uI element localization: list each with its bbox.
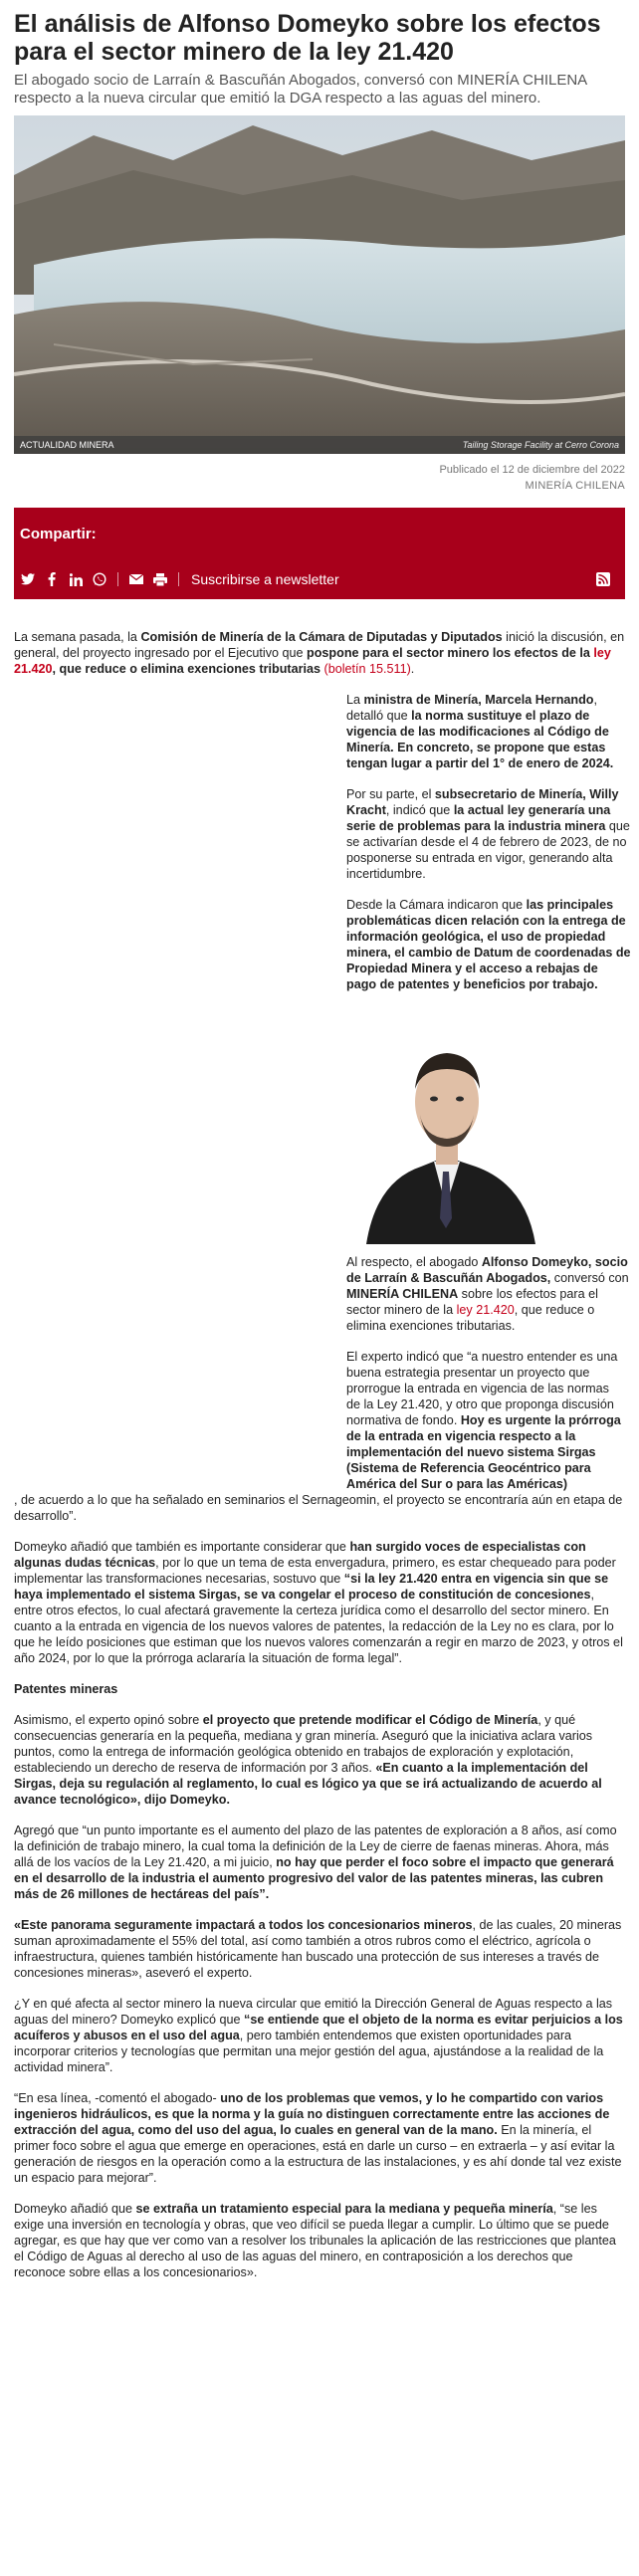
facebook-icon[interactable]	[44, 571, 60, 587]
rss-icon[interactable]	[595, 571, 611, 587]
share-title: Compartir:	[20, 526, 97, 542]
paragraph-camara: Desde la Cámara indicaron que las principales problemáticas dicen relación con la entrega de información geológica, el uso de propiedad minera, el cambio de Datum de coordenadas de Propiedad Minera y el acceso a rebajas de pago de patentes y beneficios por trabajo.	[346, 898, 631, 991]
linkedin-icon[interactable]	[68, 571, 84, 587]
share-row	[20, 569, 619, 589]
share-divider	[117, 572, 118, 586]
article-source: MINERÍA CHILENA	[525, 480, 625, 492]
image-category-label: ACTUALIDAD MINERA	[20, 440, 114, 450]
hero-image	[14, 115, 625, 454]
article-title: El análisis de Alfonso Domeyko sobre los efectos para el sector minero de la ley 21.420	[14, 10, 601, 66]
share-divider	[178, 572, 179, 586]
article-body	[14, 629, 631, 2280]
paragraph-intro: La semana pasada, la Comisión de Minería de la Cámara de Diputadas y Diputados inició la discusión, en general, del proyecto ingresado por el Ejecutivo que pospone para el sector minero los efectos de la ley 21.420, que reduce o elimina exenciones tributarias (boletín 15.511).	[14, 630, 625, 676]
image-credit: Tailing Storage Facility at Cerro Corona	[462, 440, 619, 450]
share-box	[14, 508, 625, 599]
article-subtitle: El abogado socio de Larraín & Bascuñán Abogados, conversó con MINERÍA CHILENA respecto a la nueva circular que emitió la DGA respecto a las aguas del minero.	[14, 72, 587, 107]
paragraph-panorama: «Este panorama seguramente impactará a todos los concesionarios mineros, de las cuales, 20 mineras suman aproximadamente el 55% del total, así como también a otros rubros como el eléctrico, agrícola o infraestructura, quienes también históricamente han buscado una protección de sus intereses a través de concesiones mineras», aseveró el experto.	[14, 1918, 622, 1980]
law-link[interactable]: ley 21.420	[14, 646, 611, 676]
law-link[interactable]: ley 21.420	[456, 1303, 515, 1317]
paragraph-dga: ¿Y en qué afecta al sector minero la nueva circular que emitió la Dirección General de Aguas respecto a las aguas del minero? Domeyko explicó que “se entiende que el objeto de la norma es evitar perjuicios a los acuíferos y abusos en el uso del agua, pero también entendemos que existen oportunidades para incorporar criterios y tecnologías que permitan una mejor gestión del agua, ajustándose a la realidad de la actividad minera”.	[14, 1997, 623, 2074]
whatsapp-icon[interactable]	[92, 571, 107, 587]
domeyko-portrait	[346, 1007, 550, 1244]
paragraph-plazo: Agregó que “un punto importante es el aumento del plazo de las patentes de exploración a 8 años, así como la definición de trabajo minero, la cual toma la definición de la Ley de cierre de faenas mineras. Ahora, más allá de los vacíos de la Ley 21.420, a mi juicio, no hay que perder el foco sobre el impacto que generará en el desarrollo de la industria el aumento progresivo del valor de las patentes mineras, las cubren más de 26 millones de hectáreas del país”.	[14, 1824, 617, 1901]
print-icon[interactable]	[152, 571, 168, 587]
paragraph-pequena-mineria: Domeyko añadió que se extraña un tratamiento especial para la mediana y pequeña minería, “se les exige una inversión en tecnología y obras, que veo difícil se pueda llegar a cumplir. Lo último que se puede agregar, es que hay que ver como van a resolver los tribunales la aplicación de las restricciones que plantea el Código de Aguas al derecho al uso de las aguas del minero, en contraposición a los derechos que reconoce sobre ellas a los concesionarios».	[14, 2202, 616, 2279]
paragraph-subsecretario: Por su parte, el subsecretario de Minería, Willy Kracht, indicó que la actual ley generaría una serie de problemas para la industria minera que se activarían desde el 4 de febrero de 2023, de no posponerse su entrada en vigor, generando alta incertidumbre.	[346, 787, 630, 881]
paragraph-sirgas-continued: , de acuerdo a lo que ha señalado en seminarios el Sernageomin, el proyecto se encontraría aún en etapa de desarrollo”.	[14, 1493, 623, 1523]
section-heading-patentes: Patentes mineras	[14, 1682, 118, 1696]
paragraph-sirgas: El experto indicó que “a nuestro entender es una buena estrategia presentar un proyecto que prorrogue la entrada en vigencia de las normas de la Ley 21.420, y otro que proponga discusión normativa de fondo. Hoy es urgente la prórroga de la entrada en vigencia respecto a la implementación del nuevo sistema Sirgas (Sistema de Referencia Geocéntrico para América del Sur o para las Américas)	[346, 1350, 621, 1491]
paragraph-domeyko: Al respecto, el abogado Alfonso Domeyko, socio de Larraín & Bascuñán Abogados, conversó con MINERÍA CHILENA sobre los efectos para el sector minero de la ley 21.420, que reduce o elimina exenciones tributarias.	[346, 1255, 629, 1333]
paragraph-codigo: Asimismo, el experto opinó sobre el proyecto que pretende modificar el Código de Minería, y qué consecuencias generaría en la pequeña, mediana y gran minería. Aseguró que la iniciativa aclara varios puntos, como la entrega de información geológica obtenido en trabajos de exploración y explotación, estableciendo un derecho de reserva de información por 3 años. «En cuanto a la implementación del Sirgas, deja su regulación al reglamento, lo cual es lógico ya que se irá actualizando de acuerdo al avance tecnológico», dijo Domeyko.	[14, 1713, 602, 1807]
hero-caption	[14, 436, 625, 454]
newsletter-link[interactable]: Suscribirse a newsletter	[191, 571, 339, 587]
tailings-landscape-image	[14, 115, 625, 454]
publish-date: Publicado el 12 de diciembre del 2022	[439, 464, 625, 476]
email-icon[interactable]	[128, 571, 144, 587]
right-column	[346, 692, 631, 1334]
paragraph-ministra: La ministra de Minería, Marcela Hernando, detalló que la norma sustituye el plazo de vigencia de las modificaciones al Código de Minería. En concreto, se propone que estas tengan lugar a partir del 1° de enero de 2024.	[346, 693, 614, 770]
paragraph-ingenieros: “En esa línea, -comentó el abogado- uno de los problemas que vemos, y lo he compartido con varios ingenieros hidráulicos, es que la norma y la guía no distinguen correctamente entre las acciones de extracción del agua, como del uso del agua, lo cuales en general van de la mano. En la minería, el primer foco sobre el agua que emerge en operaciones, está en darle un curso – en extraerla – y así evitar la generación de riesgos en la operación como a la estructura de las instalaciones, y es ahí donde tal vez existe un espacio para mejorar”.	[14, 2091, 622, 2185]
bulletin-link[interactable]: (boletín 15.511)	[323, 662, 411, 676]
paragraph-dudas: Domeyko añadió que también es importante considerar que han surgido voces de especialistas con algunas dudas técnicas, por lo que un tema de esta envergadura, primero, es estar chequeado para poder implementar las transformaciones necesarias, sostuvo que “si la ley 21.420 entra en vigencia sin que se haya implementado el sistema Sirgas, se va congelar el proceso de constitución de concesiones, entre otros efectos, lo cual afectará gravemente la certeza jurídica como el desarrollo del sector minero. En cuanto a la entrada en vigencia de los nuevos valores de patentes, la redacción de la Ley no es clara, por lo que he leído posiciones que estiman que los nuevos valores comenzarán a regir en marzo de 2023, y otros el año 2024, por lo que la prórroga aclararía la situación de forma legal”.	[14, 1540, 623, 1665]
twitter-icon[interactable]	[20, 571, 36, 587]
